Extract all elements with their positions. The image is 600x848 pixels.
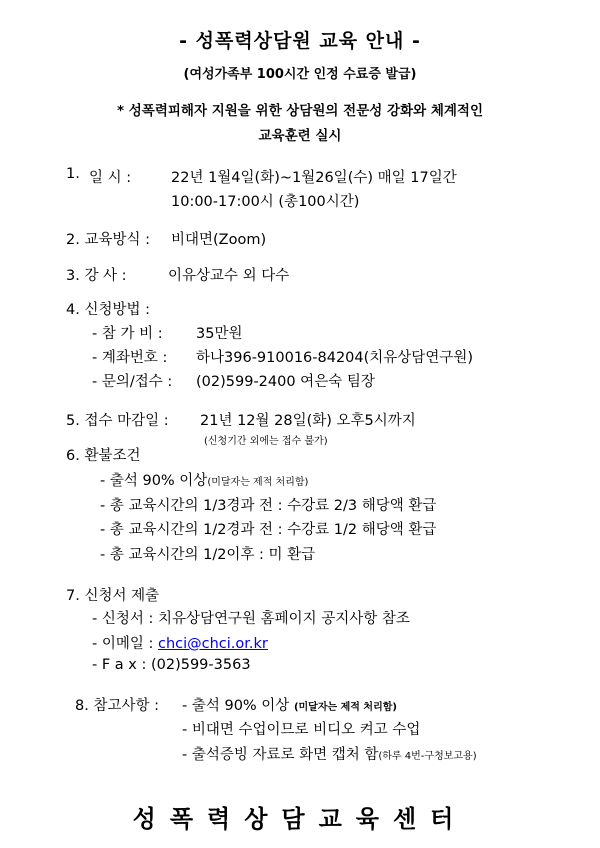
education-method: 비대면(Zoom) (171, 232, 267, 248)
deadline-value: 21년 12월 28일(화) 오후5시까지 (200, 413, 416, 429)
section-1-label: 일 시 : (89, 170, 132, 186)
refund-rule-3: - 총 교육시간의 1/2이후 : 미 환급 (100, 547, 316, 563)
page-title: - 성폭력상담원 교육 안내 - (179, 30, 421, 52)
intro-line-2: 교육훈련 실시 (258, 128, 342, 144)
note-attendance: - 출석 90% 이상 (미달자는 제적 처리함) (182, 698, 397, 714)
account-label: - 계좌번호 : (92, 350, 168, 366)
contact-label: - 문의/접수 : (92, 374, 173, 390)
note-screenshot: - 출석증빙 자료로 화면 캡처 함(하루 4번-구청보고용) (182, 747, 477, 763)
fax-info: - F a x : (02)599-3563 (92, 657, 251, 673)
organization-name: 성폭력상담교육센터 (132, 805, 468, 833)
note-video: - 비대면 수업이므로 비디오 켜고 수업 (182, 722, 421, 738)
account-value: 하나396-910016-84204(치유상담연구원) (196, 350, 473, 366)
email-row: - 이메일 : chci@chci.or.kr (92, 636, 268, 652)
instructor: 이유상교수 외 다수 (168, 268, 290, 284)
form-info: - 신청서 : 치유상담연구원 홈페이지 공지사항 참조 (92, 611, 410, 627)
fee-value: 35만원 (196, 326, 243, 342)
refund-rule-2: - 총 교육시간의 1/2경과 전 : 수강료 1/2 해당액 환급 (100, 522, 437, 538)
section-1-number: 1. (66, 166, 80, 182)
section-6-label: 6. 환불조건 (66, 448, 141, 464)
schedule-hours: 10:00-17:00시 (총100시간) (171, 194, 360, 210)
contact-value: (02)599-2400 여은숙 팀장 (196, 374, 375, 390)
page-subtitle: (여성가족부 100시간 인정 수료증 발급) (183, 67, 417, 82)
schedule-dates: 22년 1월4일(화)~1월26일(수) 매일 17일간 (171, 170, 457, 186)
section-8-label: 8. 참고사항 : (75, 698, 159, 714)
section-7-label: 7. 신청서 제출 (66, 588, 160, 604)
deadline-note: (신청기간 외에는 접수 불가) (204, 436, 328, 447)
intro-line-1: * 성폭력피해자 지원을 위한 상담원의 전문성 강화와 체계적인 (117, 103, 483, 119)
section-2-label: 2. 교육방식 : (66, 232, 150, 248)
refund-attendance: - 출석 90% 이상(미달자는 제적 처리함) (100, 473, 309, 489)
email-link[interactable]: chci@chci.or.kr (157, 636, 268, 652)
fee-label: - 참 가 비 : (92, 326, 163, 342)
section-4-label: 4. 신청방법 : (66, 302, 150, 318)
section-5-label: 5. 접수 마감일 : (66, 413, 169, 429)
section-3-label: 3. 강 사 : (66, 268, 127, 284)
refund-rule-1: - 총 교육시간의 1/3경과 전 : 수강료 2/3 해당액 환급 (100, 498, 437, 514)
